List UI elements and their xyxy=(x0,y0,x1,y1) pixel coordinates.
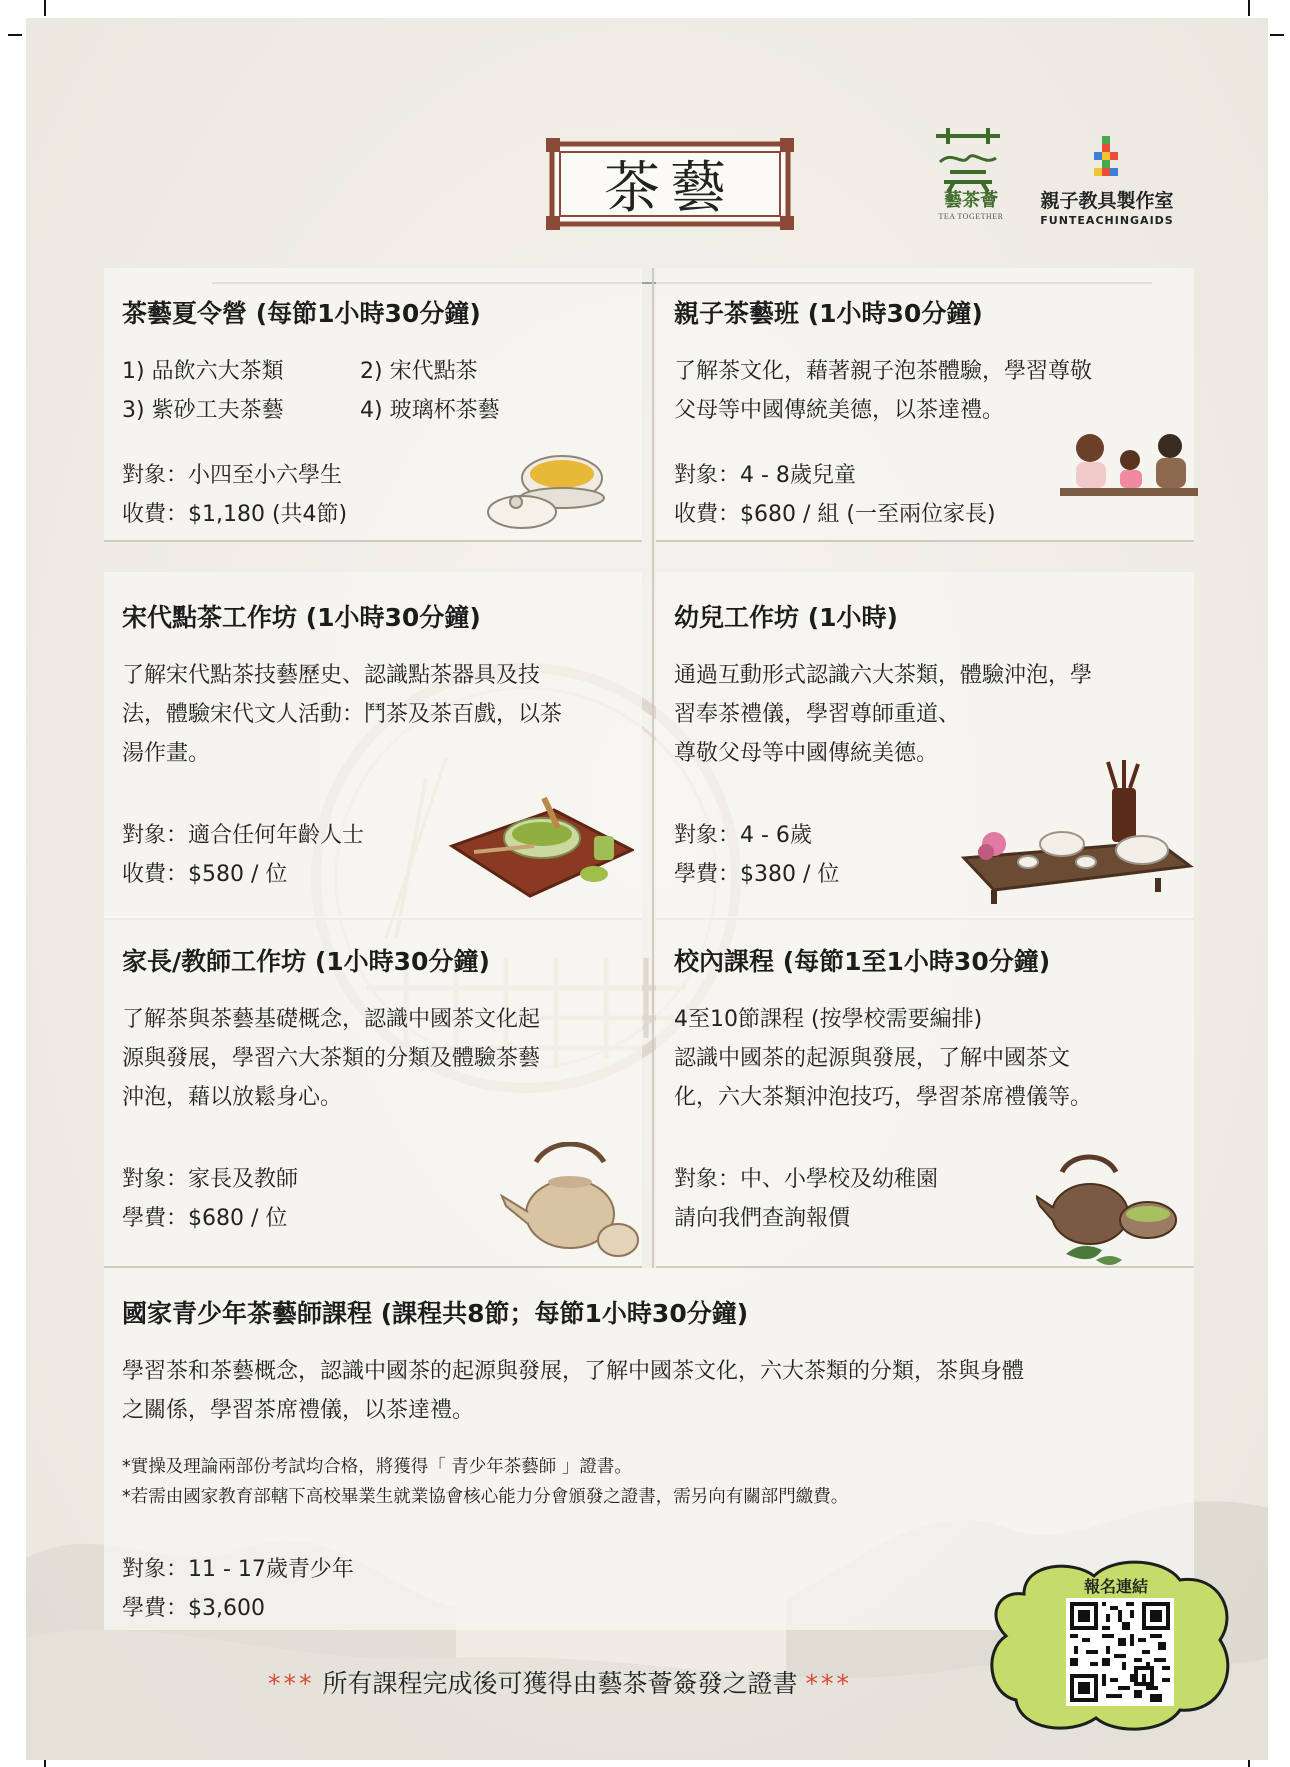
course-notes xyxy=(122,1452,848,1512)
page-title: 茶藝 xyxy=(604,156,736,221)
crop-mark xyxy=(8,34,22,36)
description-line: 認識中國茶的起源與發展，了解中國茶文 xyxy=(674,1046,1071,1071)
signup-qr-code[interactable] xyxy=(1066,1598,1174,1706)
description-line: 湯作畫。 xyxy=(122,741,211,766)
course-item-list xyxy=(122,352,560,430)
certificate-footer xyxy=(130,1664,990,1700)
course-target: 對象：小四至小六學生 xyxy=(122,463,343,488)
course-item: 1) 品飲六大茶類 xyxy=(122,359,284,384)
crop-mark xyxy=(1270,34,1284,36)
description-line: 通過互動形式認識六大茶類，體驗沖泡，學 xyxy=(674,663,1093,688)
course-description xyxy=(122,1000,540,1117)
description-line: 之關係，學習茶席禮儀，以茶達禮。 xyxy=(122,1398,475,1423)
course-title: 親子茶藝班 (1小時30分鐘) xyxy=(674,299,983,328)
course-fee: 收費：$1,180 (共4節) xyxy=(122,502,348,527)
teapot-icon xyxy=(500,1142,640,1260)
description-line: 化，六大茶類沖泡技巧，學習茶席禮儀等。 xyxy=(674,1085,1093,1110)
course-description xyxy=(674,352,1092,430)
course-description xyxy=(674,1000,1092,1117)
course-meta xyxy=(122,456,347,534)
description-line: 學習茶和茶藝概念，認識中國茶的起源與發展，了解中國茶文化，六大茶類的分類，茶與身體 xyxy=(122,1359,1025,1384)
description-line: 4至10節課程 (按學校需要編排) xyxy=(674,1007,983,1032)
footer-stars: *** xyxy=(268,1669,315,1698)
description-line: 沖泡，藉以放鬆身心。 xyxy=(122,1085,343,1110)
description-line: 源與發展，學習六大茶類的分類及體驗茶藝 xyxy=(122,1046,541,1071)
matcha-tray-icon xyxy=(444,786,634,912)
signup-label: 報名連結 xyxy=(1083,1577,1148,1596)
description-line: 法，體驗宋代文人活動：鬥茶及茶百戲，以茶 xyxy=(122,702,563,727)
description-line: 習奉茶禮儀，學習尊師重道、 xyxy=(674,702,961,727)
course-card-summer-camp xyxy=(104,268,642,542)
description-line: 尊敬父母等中國傳統美德。 xyxy=(674,741,939,766)
note-line: *實操及理論兩部份考試均合格，將獲得「 青少年茶藝師 」證書。 xyxy=(122,1457,632,1477)
course-fee: 學費：$3,600 xyxy=(122,1596,265,1621)
course-meta xyxy=(122,1550,354,1628)
course-title: 茶藝夏令營 (每節1小時30分鐘) xyxy=(122,299,481,328)
course-title: 家長/教師工作坊 (1小時30分鐘) xyxy=(122,947,490,976)
course-item: 4) 玻璃杯茶藝 xyxy=(360,398,500,423)
tea-together-logo-subtitle: TEA TOGETHER xyxy=(938,212,1004,221)
fun-teaching-aids-logo-subtitle: FUNTEACHINGAIDS xyxy=(1040,214,1174,227)
description-line: 了解宋代點茶技藝歷史、認識點茶器具及技 xyxy=(122,663,541,688)
course-card-in-school xyxy=(656,916,1194,1268)
course-meta xyxy=(122,816,364,894)
course-target: 對象：4 - 8歲兒童 xyxy=(674,463,856,488)
course-title: 校內課程 (每節1至1小時30分鐘) xyxy=(674,947,1051,976)
course-target: 對象：4 - 6歲 xyxy=(674,823,812,848)
course-target: 對象：適合任何年齡人士 xyxy=(122,823,365,848)
course-meta xyxy=(674,1160,938,1238)
course-fee: 收費：$580 / 位 xyxy=(122,862,288,887)
course-fee: 學費：$680 / 位 xyxy=(122,1206,288,1231)
course-fee: 請向我們查詢報價 xyxy=(674,1206,851,1231)
description-line: 了解茶與茶藝基礎概念，認識中國茶文化起 xyxy=(122,1007,541,1032)
course-card-toddler-workshop xyxy=(656,572,1194,920)
description-line: 父母等中國傳統美德，以茶達禮。 xyxy=(674,398,1005,423)
clay-teapot-cup-icon xyxy=(1036,1148,1186,1272)
course-target: 對象：11 - 17歲青少年 xyxy=(122,1557,354,1582)
family-tea-illustration-icon xyxy=(1060,426,1198,510)
course-title: 宋代點茶工作坊 (1小時30分鐘) xyxy=(122,603,481,632)
gaiwan-tea-cup-icon xyxy=(486,446,606,532)
course-card-parent-teacher xyxy=(104,916,642,1268)
course-title: 幼兒工作坊 (1小時) xyxy=(674,603,898,632)
crop-mark xyxy=(1248,0,1250,16)
tea-together-logo-name: 藝茶薈 xyxy=(944,190,998,211)
course-target: 對象：中、小學校及幼稚園 xyxy=(674,1167,939,1192)
course-item: 3) 紫砂工夫茶藝 xyxy=(122,398,284,423)
fun-teaching-aids-logo-icon xyxy=(1088,136,1126,176)
course-meta xyxy=(122,1160,298,1238)
tea-set-tray-icon xyxy=(958,758,1194,910)
fun-teaching-aids-logo-name: 親子教具製作室 xyxy=(1040,190,1174,212)
course-description xyxy=(674,656,1092,773)
course-meta xyxy=(674,456,996,534)
course-target: 對象：家長及教師 xyxy=(122,1167,299,1192)
course-card-parent-child xyxy=(656,268,1194,542)
course-fee: 收費：$680 / 組 (一至兩位家長) xyxy=(674,502,996,527)
course-description xyxy=(122,1352,1024,1430)
flyer-page xyxy=(26,18,1268,1760)
course-item: 2) 宋代點茶 xyxy=(360,359,478,384)
course-fee: 學費：$380 / 位 xyxy=(674,862,840,887)
note-line: *若需由國家教育部轄下高校畢業生就業協會核心能力分會頒發之證書，需另向有關部門繳費。 xyxy=(122,1487,849,1507)
footer-stars: *** xyxy=(805,1669,852,1698)
footer-text: 所有課程完成後可獲得由藝茶薈簽發之證書 xyxy=(322,1669,798,1698)
course-card-song-dynasty xyxy=(104,572,642,920)
course-meta xyxy=(674,816,839,894)
qr-code-icon xyxy=(1070,1602,1170,1702)
column-divider xyxy=(652,268,654,1268)
course-title: 國家青少年茶藝師課程 (課程共8節；每節1小時30分鐘) xyxy=(122,1299,749,1328)
description-line: 了解茶文化，藉著親子泡茶體驗，學習尊敬 xyxy=(674,359,1093,384)
course-description xyxy=(122,656,562,773)
crop-mark xyxy=(44,0,46,16)
